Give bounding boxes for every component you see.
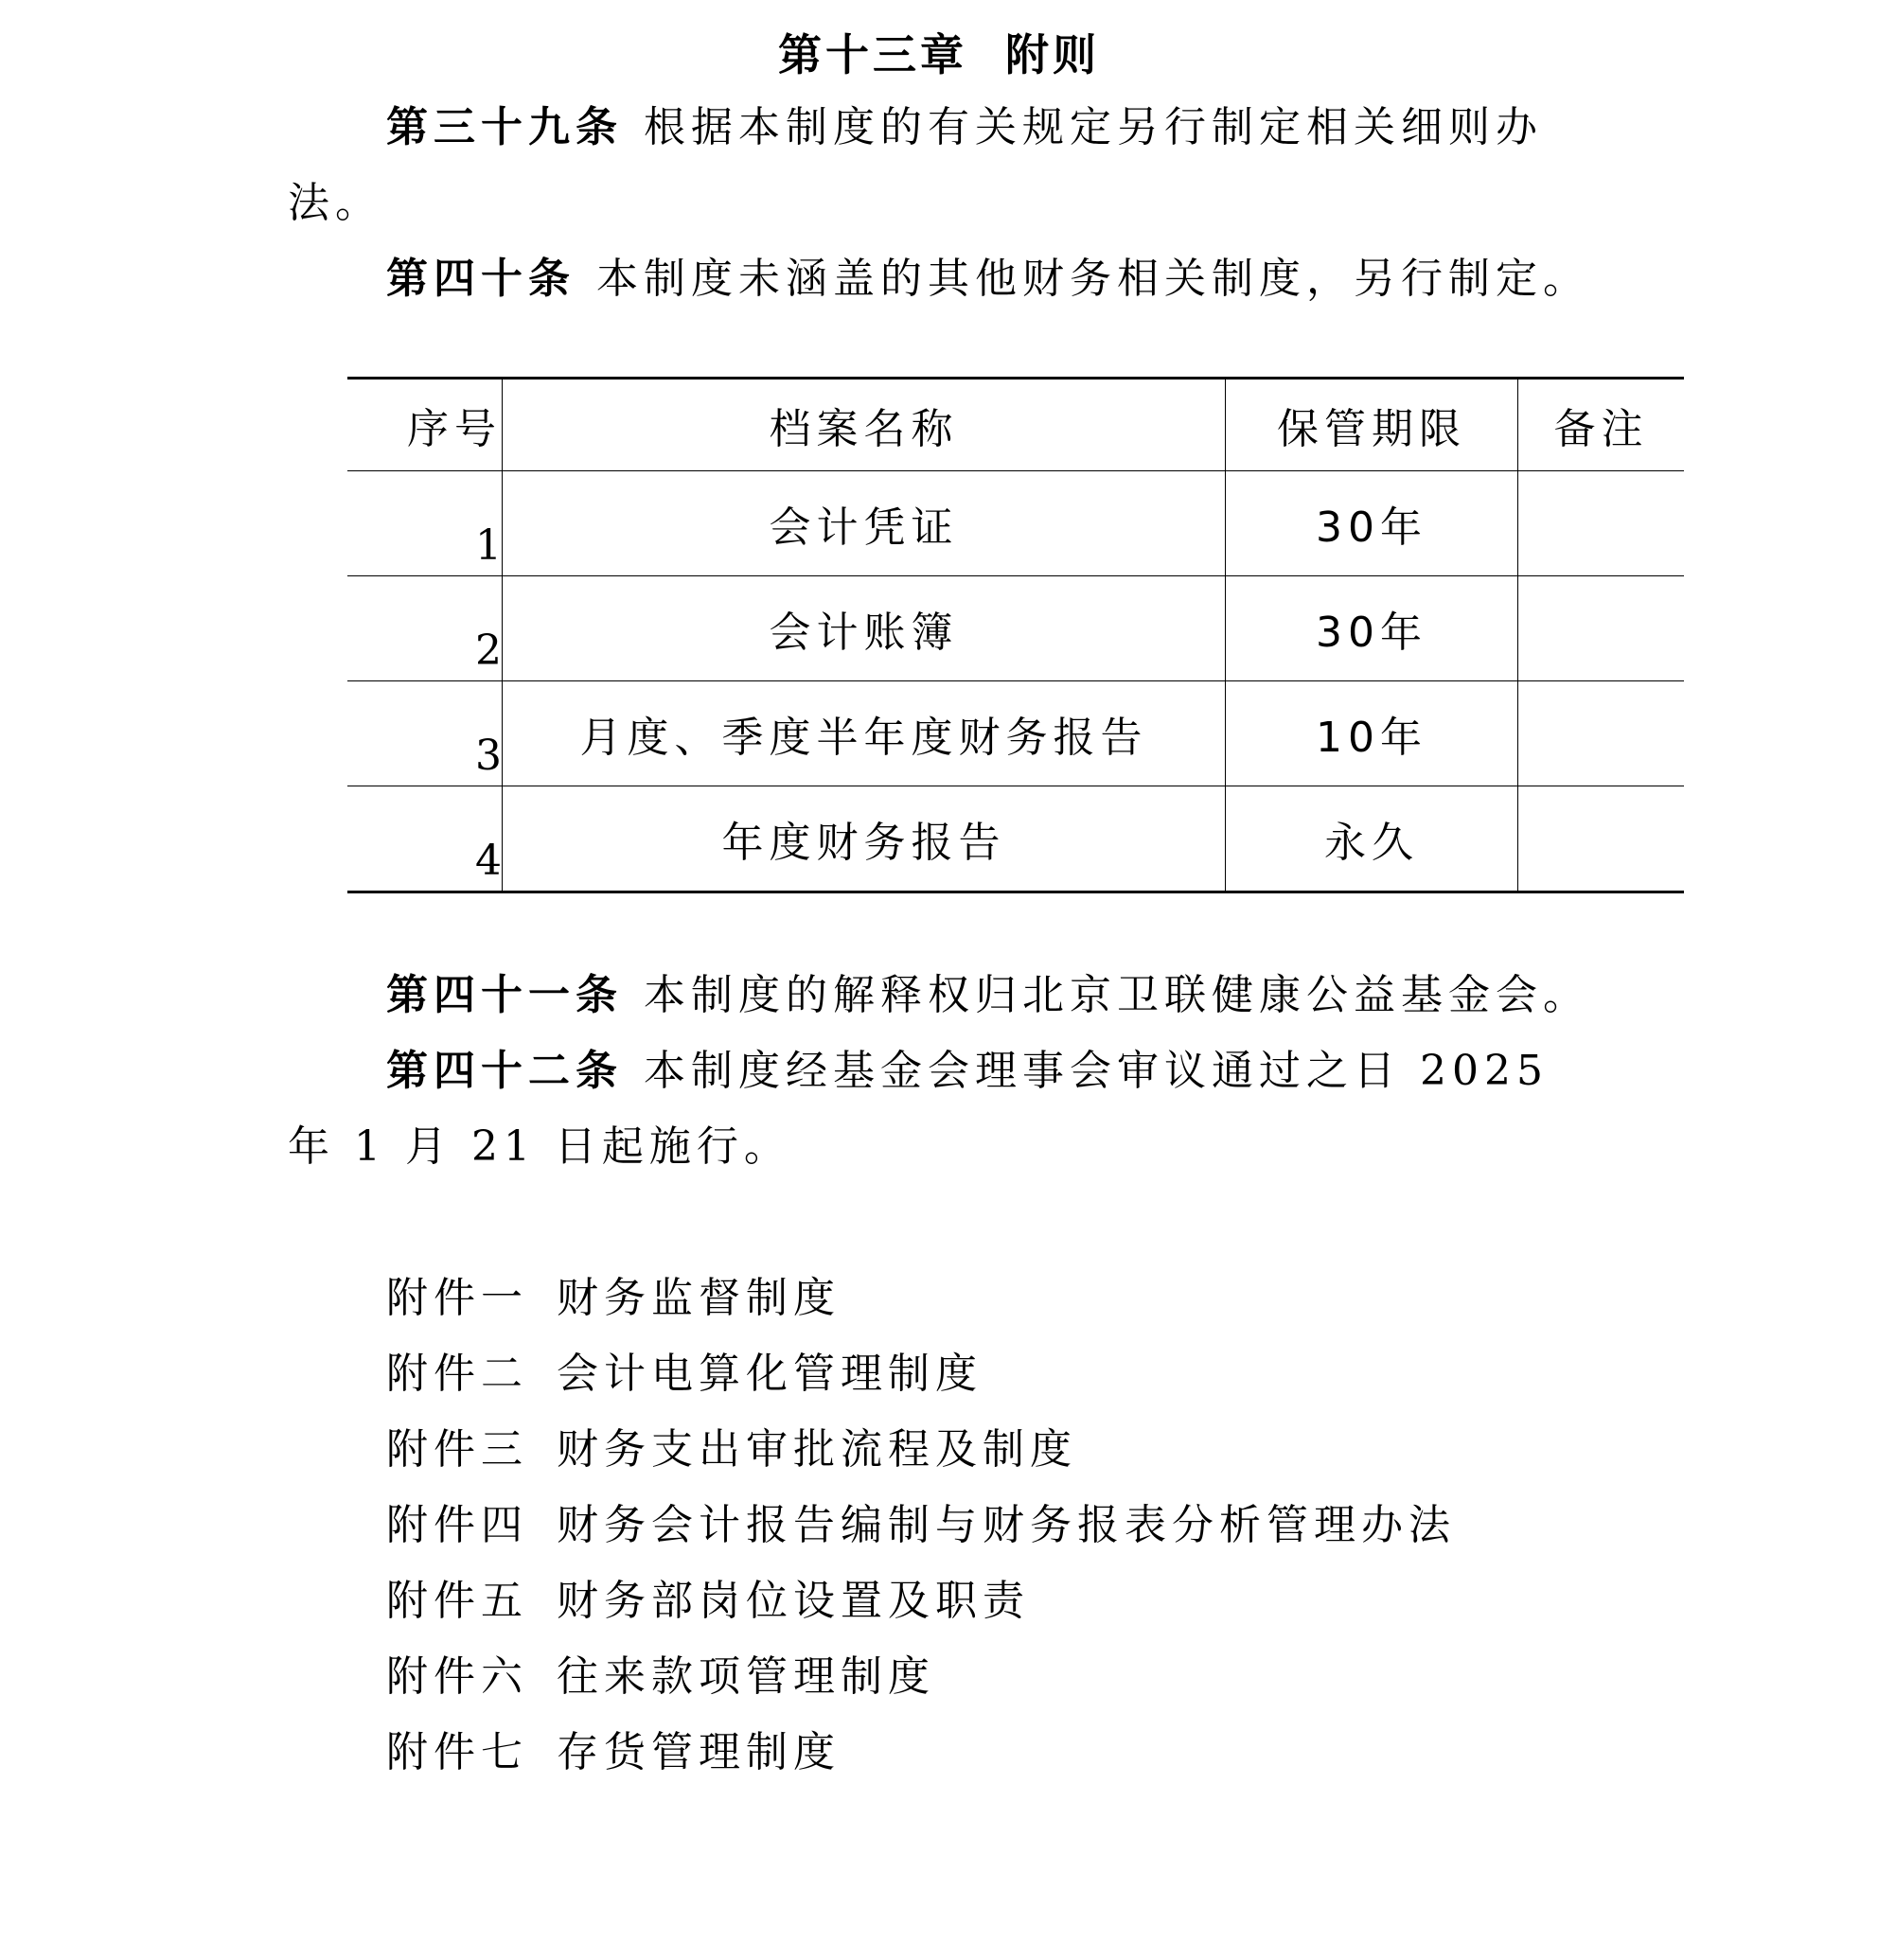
attachment-label: 附件四 <box>386 1501 528 1549</box>
attachment-item <box>386 1488 1456 1563</box>
attachment-item <box>386 1336 983 1412</box>
table-row <box>347 681 1684 786</box>
row-seq: 2 <box>347 576 503 681</box>
article-40-label: 第四十条 <box>386 255 576 303</box>
row-note <box>1518 576 1685 681</box>
row-term: 永久 <box>1226 786 1518 892</box>
attachment-item <box>386 1412 1077 1488</box>
article-39-text-line1: 根据本制度的有关规定另行制定相关细则办 <box>644 103 1543 151</box>
row-term: 10年 <box>1226 681 1518 786</box>
attachment-item <box>386 1715 841 1791</box>
article-42-continuation <box>288 1109 791 1185</box>
attachment-label: 附件二 <box>386 1350 528 1398</box>
article-40 <box>386 241 1590 317</box>
header-name: 档案名称 <box>503 379 1226 471</box>
article-42-label: 第四十二条 <box>386 1047 623 1095</box>
row-name: 月度、季度半年度财务报告 <box>503 681 1226 786</box>
row-seq: 1 <box>347 471 503 576</box>
attachment-item <box>386 1639 935 1715</box>
attachment-label: 附件七 <box>386 1728 528 1776</box>
article-42-text-line1: 本制度经基金会理事会审议通过之日 2025 <box>644 1047 1549 1095</box>
attachment-title: 财务支出审批流程及制度 <box>557 1425 1077 1474</box>
table-row <box>347 576 1684 681</box>
row-name: 年度财务报告 <box>503 786 1226 892</box>
attachment-title: 财务部岗位设置及职责 <box>557 1577 1030 1625</box>
row-name: 会计凭证 <box>503 471 1226 576</box>
row-term: 30年 <box>1226 471 1518 576</box>
row-seq: 4 <box>475 837 502 885</box>
row-note <box>1518 786 1685 892</box>
article-41-label: 第四十一条 <box>386 971 623 1019</box>
attachment-item <box>386 1563 1030 1639</box>
attachment-label: 附件五 <box>386 1577 528 1625</box>
row-seq: 3 <box>347 681 503 786</box>
chapter-name: 附则 <box>1005 29 1100 80</box>
header-term: 保管期限 <box>1226 379 1518 471</box>
header-seq: 序号 <box>347 379 503 471</box>
article-42-text-line2: 年 1 月 21 日起施行。 <box>288 1122 791 1171</box>
article-41 <box>386 958 1590 1033</box>
row-name: 会计账簿 <box>503 576 1226 681</box>
table-row <box>347 786 1684 892</box>
attachment-label: 附件六 <box>386 1652 528 1701</box>
article-39-text-line2: 法。 <box>288 179 382 227</box>
table-row <box>347 471 1684 576</box>
article-39 <box>386 90 1543 166</box>
attachment-label: 附件一 <box>386 1274 528 1322</box>
archive-retention-table <box>347 377 1684 893</box>
row-term: 30年 <box>1226 576 1518 681</box>
chapter-number: 第十三章 <box>778 29 967 80</box>
row-note <box>1518 681 1685 786</box>
article-40-text: 本制度未涵盖的其他财务相关制度，另行制定。 <box>596 255 1590 303</box>
article-42 <box>386 1033 1549 1109</box>
attachment-title: 往来款项管理制度 <box>557 1652 935 1701</box>
article-41-text: 本制度的解释权归北京卫联健康公益基金会。 <box>644 971 1590 1019</box>
attachment-item <box>386 1261 841 1336</box>
chapter-title <box>0 21 1878 83</box>
article-39-continuation <box>288 166 382 241</box>
header-note: 备注 <box>1518 379 1685 471</box>
attachment-label: 附件三 <box>386 1425 528 1474</box>
table-header-row <box>347 379 1684 471</box>
article-39-label: 第三十九条 <box>386 103 623 151</box>
attachment-title: 会计电算化管理制度 <box>557 1350 983 1398</box>
row-note <box>1518 471 1685 576</box>
attachment-title: 存货管理制度 <box>557 1728 841 1776</box>
attachment-title: 财务会计报告编制与财务报表分析管理办法 <box>557 1501 1456 1549</box>
attachment-title: 财务监督制度 <box>557 1274 841 1322</box>
